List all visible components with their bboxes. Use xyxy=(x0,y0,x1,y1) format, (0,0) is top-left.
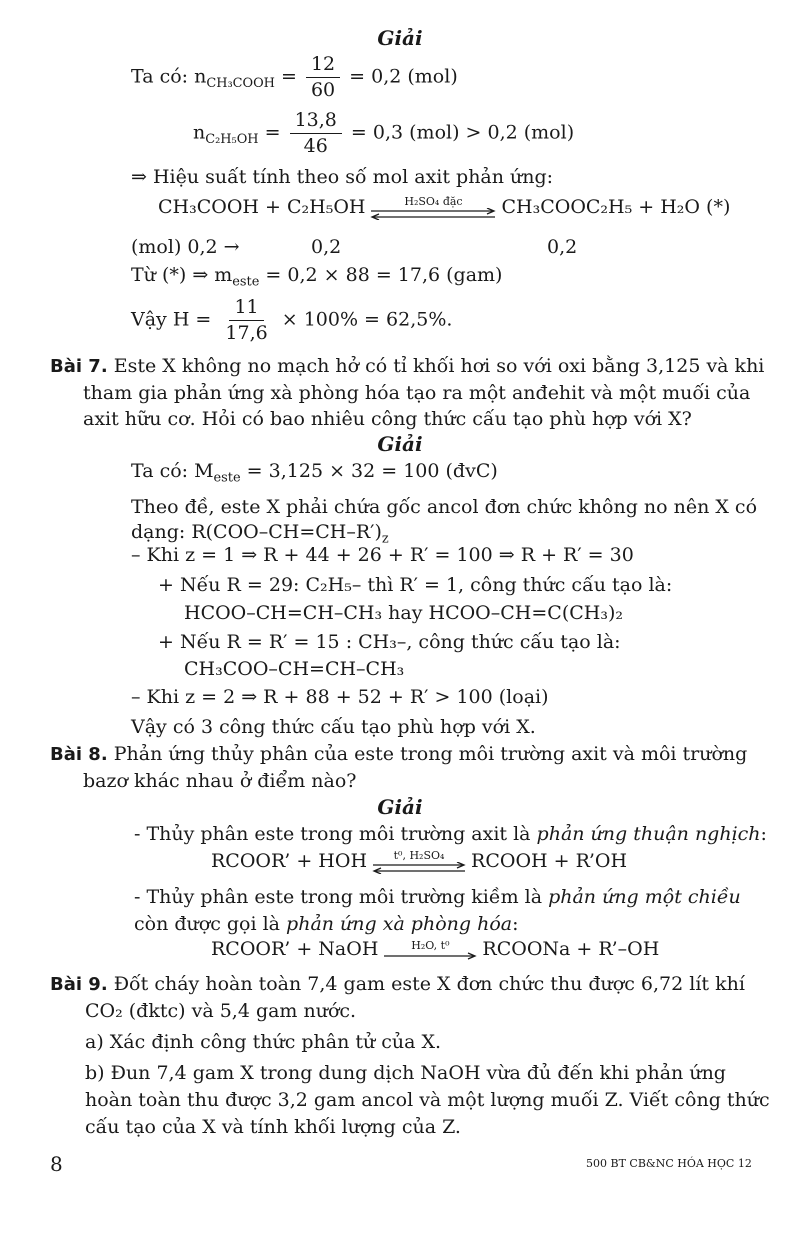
exercise-8-question: Bài 8. Phản ứng thủy phân của este trong môi trường axit và môi trường xyxy=(50,743,748,765)
exercise-9-part-b-cont: cấu tạo của X và tính khối lượng của Z. xyxy=(85,1116,461,1138)
exercise-9-part-b-cont: hoàn toàn thu được 3,2 gam ancol và một lượng muối Z. Viết công thức xyxy=(85,1089,770,1111)
fraction: $\frac{12}{60}$ xyxy=(306,54,340,101)
reaction-arrow: H₂SO₄ đặc xyxy=(369,196,497,220)
mass-ester-line: Từ (*) ⇒ $m_{este} = 0,2 \times 88 = 17,6$ (gam) xyxy=(131,264,503,290)
exercise-7-question-cont: tham gia phản ứng xà phòng hóa tạo ra một anđehit và một muối của xyxy=(83,382,751,404)
solution-heading: Giải xyxy=(377,26,423,50)
structural-formula: HCOO–CH=CH–CH₃ hay HCOO–CH=C(CH₃)₂ xyxy=(184,602,623,624)
solution-line: – Khi z = 1 ⇒ R + 44 + 26 + R′ = 100 ⇒ R + R′ = 30 xyxy=(131,544,634,566)
reaction-arrow: H₂O, t⁰ xyxy=(382,940,478,960)
mol-row-value: 0,2 xyxy=(547,236,578,258)
exercise-9-question-cont: CO₂ (đktc) và 5,4 gam nước. xyxy=(85,1000,357,1022)
exercise-9-question: Bài 9. Đốt cháy hoàn toàn 7,4 gam este X đơn chức thu được 6,72 lít khí xyxy=(50,973,745,995)
exercise-7-question: Bài 7. Este X không no mạch hở có tỉ khối hơi so với oxi bằng 3,125 và khi xyxy=(50,355,765,377)
yield-note: ⇒ Hiệu suất tính theo số mol axit phản ứng: xyxy=(131,166,554,188)
solution-line: + Nếu R = R′ = 15 : CH₃–, công thức cấu tạo là: xyxy=(158,631,621,653)
exercise-label: Bài 9. xyxy=(50,974,108,995)
mol-row-value: 0,2 xyxy=(311,236,342,258)
acid-hydrolysis-equation: RCOOR’ + HOH t⁰, H₂SO₄ RCOOH + R’OH xyxy=(211,849,628,872)
exercise-7-question-cont: axit hữu cơ. Hỏi có bao nhiêu công thức cấu tạo phù hợp với X? xyxy=(83,408,692,430)
solution-line: + Nếu R = 29: C₂H₅– thì R′ = 1, công thức cấu tạo là: xyxy=(158,574,673,596)
solution-line: còn được gọi là phản ứng xà phòng hóa: xyxy=(134,913,519,935)
exercise-9-part-a: a) Xác định công thức phân tử của X. xyxy=(85,1031,442,1053)
mol-alcohol-line: $n_{C_2H_5OH}$ = $\frac{13,8}{46}$ = 0,3 (mol) > 0,2 (mol) xyxy=(193,109,575,157)
solution-heading: Giải xyxy=(377,795,423,819)
exercise-9-part-b: b) Đun 7,4 gam X trong dung dịch NaOH vừa đủ đến khi phản ứng xyxy=(85,1062,726,1084)
reaction-arrow: t⁰, H₂SO₄ xyxy=(371,850,467,874)
structural-formula: CH₃COO–CH=CH–CH₃ xyxy=(184,658,405,680)
solution-line: - Thủy phân este trong môi trường axit là phản ứng thuận nghịch: xyxy=(134,823,767,845)
exercise-label: Bài 8. xyxy=(50,744,108,765)
fraction: $\frac{13,8}{46}$ xyxy=(290,110,342,157)
solution-heading: Giải xyxy=(377,432,423,456)
page-number: 8 xyxy=(50,1152,63,1176)
yield-result-line: Vậy H = $\frac{11}{17,6}$ × 100% = 62,5%. xyxy=(131,296,453,344)
esterification-equation: CH₃COOH + C₂H₅OH H₂SO₄ đặc CH₃COOC₂H₅ + H₂O (*) xyxy=(158,195,731,218)
solution-line: - Thủy phân este trong môi trường kiềm là phản ứng một chiều xyxy=(134,886,741,908)
solution-line: dạng: $R(COO-CH=CH-R')_z$ xyxy=(131,521,389,547)
solution-line: – Khi z = 2 ⇒ R + 88 + 52 + R′ > 100 (loại) xyxy=(131,686,549,708)
mol-acid-line: Ta có: $n_{CH_3COOH}$ = $\frac{12}{60}$ = 0,2 (mol) xyxy=(131,53,458,101)
solution-line: Ta có: $M_{este} = 3,125 \times 32 = 100$ (đvC) xyxy=(131,460,498,486)
fraction: $\frac{11}{17,6}$ xyxy=(225,296,268,344)
book-title: 500 BT CB&NC HÓA HỌC 12 xyxy=(586,1157,752,1170)
saponification-equation: RCOOR’ + NaOH H₂O, t⁰ RCOONa + R’–OH xyxy=(211,938,660,960)
mol-row-label: (mol) 0,2 → xyxy=(131,236,240,258)
exercise-8-question-cont: bazơ khác nhau ở điểm nào? xyxy=(83,770,357,792)
exercise-label: Bài 7. xyxy=(50,356,108,377)
solution-line: Vậy có 3 công thức cấu tạo phù hợp với X. xyxy=(131,716,536,738)
solution-line: Theo đề, este X phải chứa gốc ancol đơn chức không no nên X có xyxy=(131,496,758,518)
